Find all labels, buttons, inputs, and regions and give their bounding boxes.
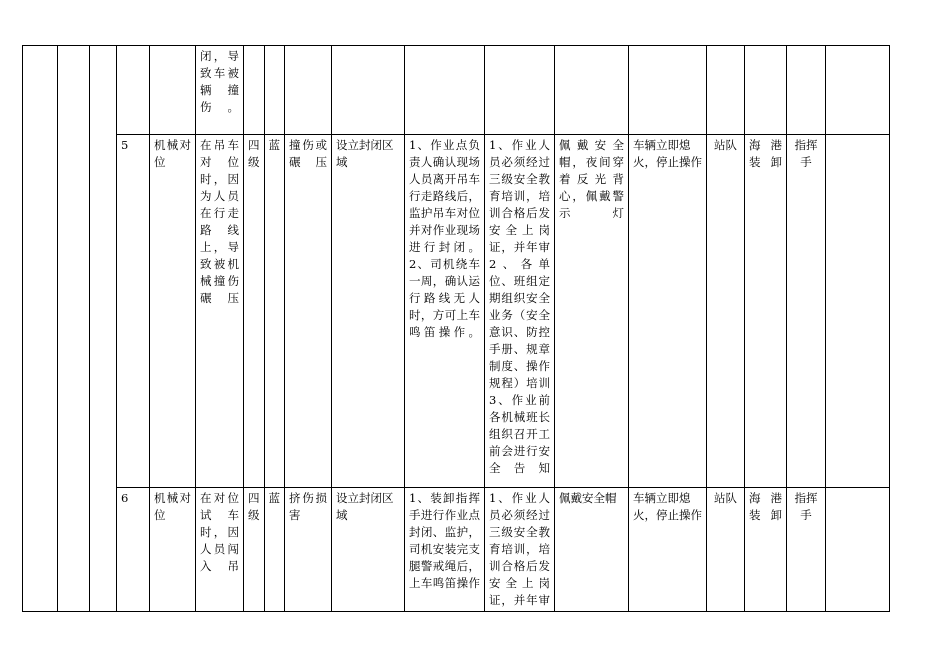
accident-type-cell [285,46,332,135]
blank-cell [23,46,58,612]
protection-measure-cell [555,46,629,135]
task-name-cell [150,46,196,135]
department-cell: 海港装卸 [745,135,787,488]
protection-measure-cell: 佩戴安全帽，夜间穿着反光背心，佩戴警示灯 [555,135,629,488]
department-cell: 海港装卸 [745,488,787,612]
row-id-cell: 5 [117,135,150,488]
risk-control-table [22,45,890,612]
risk-level-cell: 四级 [244,488,265,612]
department-cell [745,46,787,135]
training-measure-cell: 1、作业人员必须经过三级安全教育培训，培训合格后发安全上岗证，并年审2、各单位、班组定期组织安全业务（安全意识、防控手册、规章制度、操作规程）培训3、作业前各机械班长组织召开工前会进行安全告知 [485,135,555,488]
engineering-measure-cell: 设立封闭区域 [332,135,405,488]
row-id-cell: 6 [117,488,150,612]
control-unit-cell: 站队 [707,135,745,488]
table-row [23,488,890,612]
blank-cell [826,135,890,488]
risk-level-cell [244,46,265,135]
management-measure-cell: 1、装卸指挥手进行作业点封闭、监护，司机安装完支腿警戒绳后，上车鸣笛操作 [405,488,485,612]
risk-color-cell: 蓝 [264,135,285,488]
risk-level-cell: 四级 [244,135,265,488]
management-measure-cell: 1、作业点负责人确认现场人员离开吊车行走路线后，监护吊车对位并对作业现场进行封闭。2、司机绕车一周，确认运行路线无人时，方可上车鸣笛操作。 [405,135,485,488]
engineering-measure-cell [332,46,405,135]
management-measure-cell [405,46,485,135]
post-cell [787,46,826,135]
table-row [23,135,890,488]
blank-cell [90,46,117,612]
accident-type-cell: 挤伤损害 [285,488,332,612]
training-measure-cell: 1、作业人员必须经过三级安全教育培训，培训合格后发安全上岗证，并年审 [485,488,555,612]
risk-scenario-cell: 闭，导致车被辆撞伤。 [196,46,244,135]
emergency-measure-cell [629,46,707,135]
risk-color-cell [264,46,285,135]
risk-scenario-cell: 在对位试车时，因人员闯入吊 [196,488,244,612]
emergency-measure-cell: 车辆立即熄火，停止操作 [629,488,707,612]
training-measure-cell [485,46,555,135]
row-id-cell [117,46,150,135]
risk-scenario-cell: 在吊车对位时，因为人员在行走路线上，导致被机械撞伤碾压 [196,135,244,488]
task-name-cell: 机械对位 [150,135,196,488]
post-cell: 指挥手 [787,135,826,488]
blank-cell [826,488,890,612]
task-name-cell: 机械对位 [150,488,196,612]
emergency-measure-cell: 车辆立即熄火，停止操作 [629,135,707,488]
control-unit-cell: 站队 [707,488,745,612]
engineering-measure-cell: 设立封闭区域 [332,488,405,612]
accident-type-cell: 撞伤或碾压 [285,135,332,488]
table-row [23,46,890,135]
blank-cell [58,46,90,612]
control-unit-cell [707,46,745,135]
blank-cell [826,46,890,135]
protection-measure-cell: 佩戴安全帽 [555,488,629,612]
post-cell: 指挥手 [787,488,826,612]
risk-color-cell: 蓝 [264,488,285,612]
